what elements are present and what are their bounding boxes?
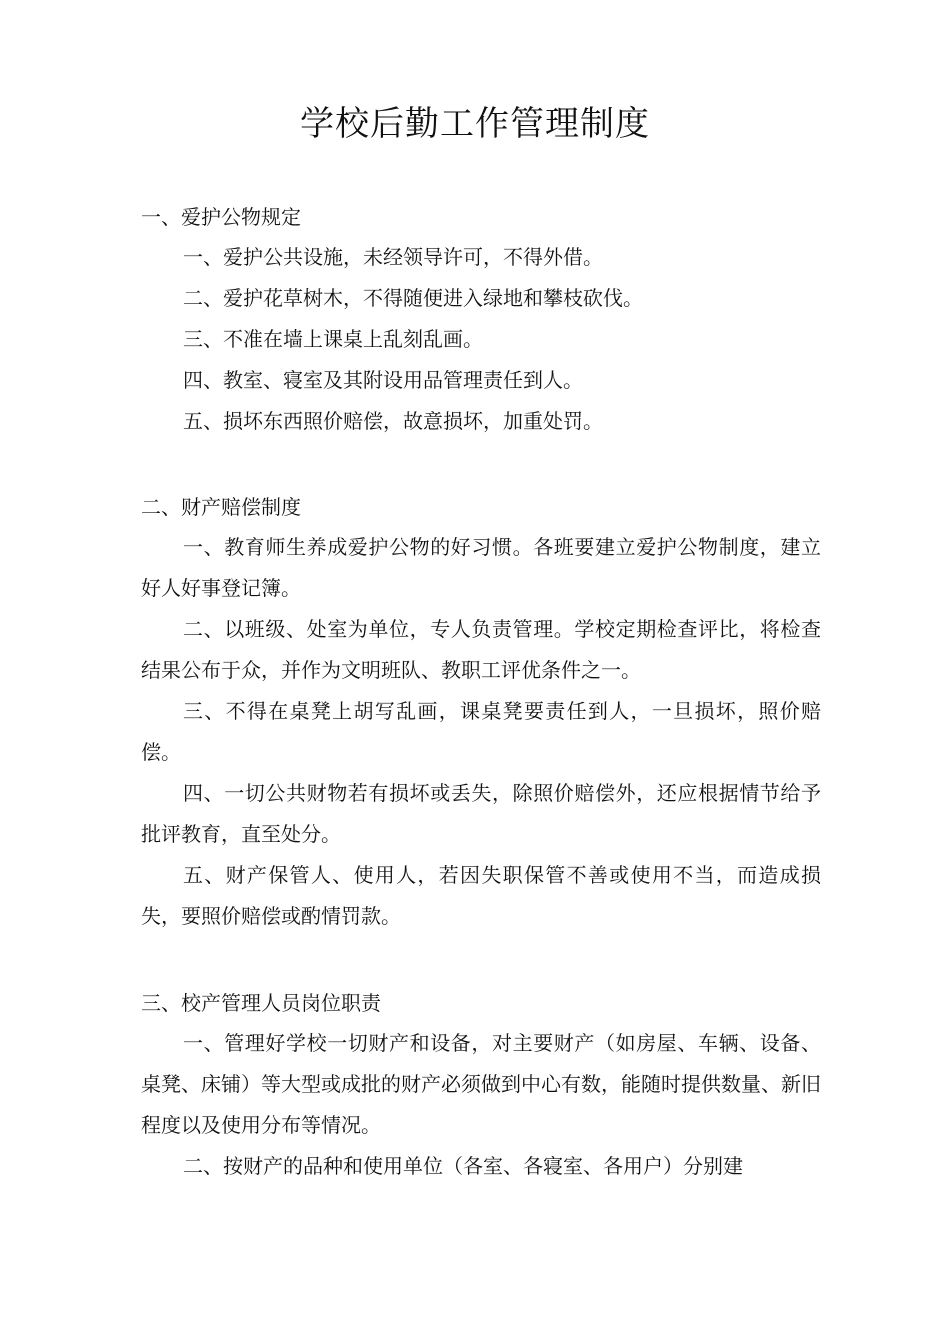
paragraph: 二、以班级、处室为单位，专人负责管理。学校定期检查评比，将检查结果公布于众，并作为文明班队、教职工评优条件之一。 xyxy=(141,617,821,682)
paragraph: 五、损坏东西照价赔偿，故意损坏，加重处罚。 xyxy=(183,409,603,433)
paragraph: 四、一切公共财物若有损坏或丢失，除照价赔偿外，还应根据情节给予批评教育，直至处分。 xyxy=(141,781,821,846)
document-title: 学校后勤工作管理制度 xyxy=(300,104,650,144)
section-heading: 三、校产管理人员岗位职责 xyxy=(141,991,381,1015)
paragraph: 二、按财产的品种和使用单位（各室、各寝室、各用户）分别建 xyxy=(183,1154,743,1178)
paragraph: 三、不准在墙上课桌上乱刻乱画。 xyxy=(183,327,483,351)
section-property-compensation xyxy=(141,487,821,937)
paragraph: 四、教室、寝室及其附设用品管理责任到人。 xyxy=(183,368,583,392)
section-heading: 一、爱护公物规定 xyxy=(141,205,301,229)
section-public-property xyxy=(141,197,821,442)
section-heading: 二、财产赔偿制度 xyxy=(141,495,301,519)
paragraph: 五、财产保管人、使用人，若因失职保管不善或使用不当，而造成损失，要照价赔偿或酌情罚款。 xyxy=(141,863,821,928)
paragraph: 二、爱护花草树木，不得随便进入绿地和攀枝砍伐。 xyxy=(183,286,643,310)
paragraph: 一、管理好学校一切财产和设备，对主要财产（如房屋、车辆、设备、桌凳、床铺）等大型或成批的财产必须做到中心有数，能随时提供数量、新旧程度以及使用分布等情况。 xyxy=(141,1031,821,1137)
paragraph: 一、教育师生养成爱护公物的好习惯。各班要建立爱护公物制度，建立好人好事登记簿。 xyxy=(141,535,821,600)
section-asset-manager-duties xyxy=(141,983,821,1187)
paragraph: 一、爱护公共设施，未经领导许可，不得外借。 xyxy=(183,245,603,269)
paragraph: 三、不得在桌凳上胡写乱画，课桌凳要责任到人，一旦损坏，照价赔偿。 xyxy=(141,699,821,764)
